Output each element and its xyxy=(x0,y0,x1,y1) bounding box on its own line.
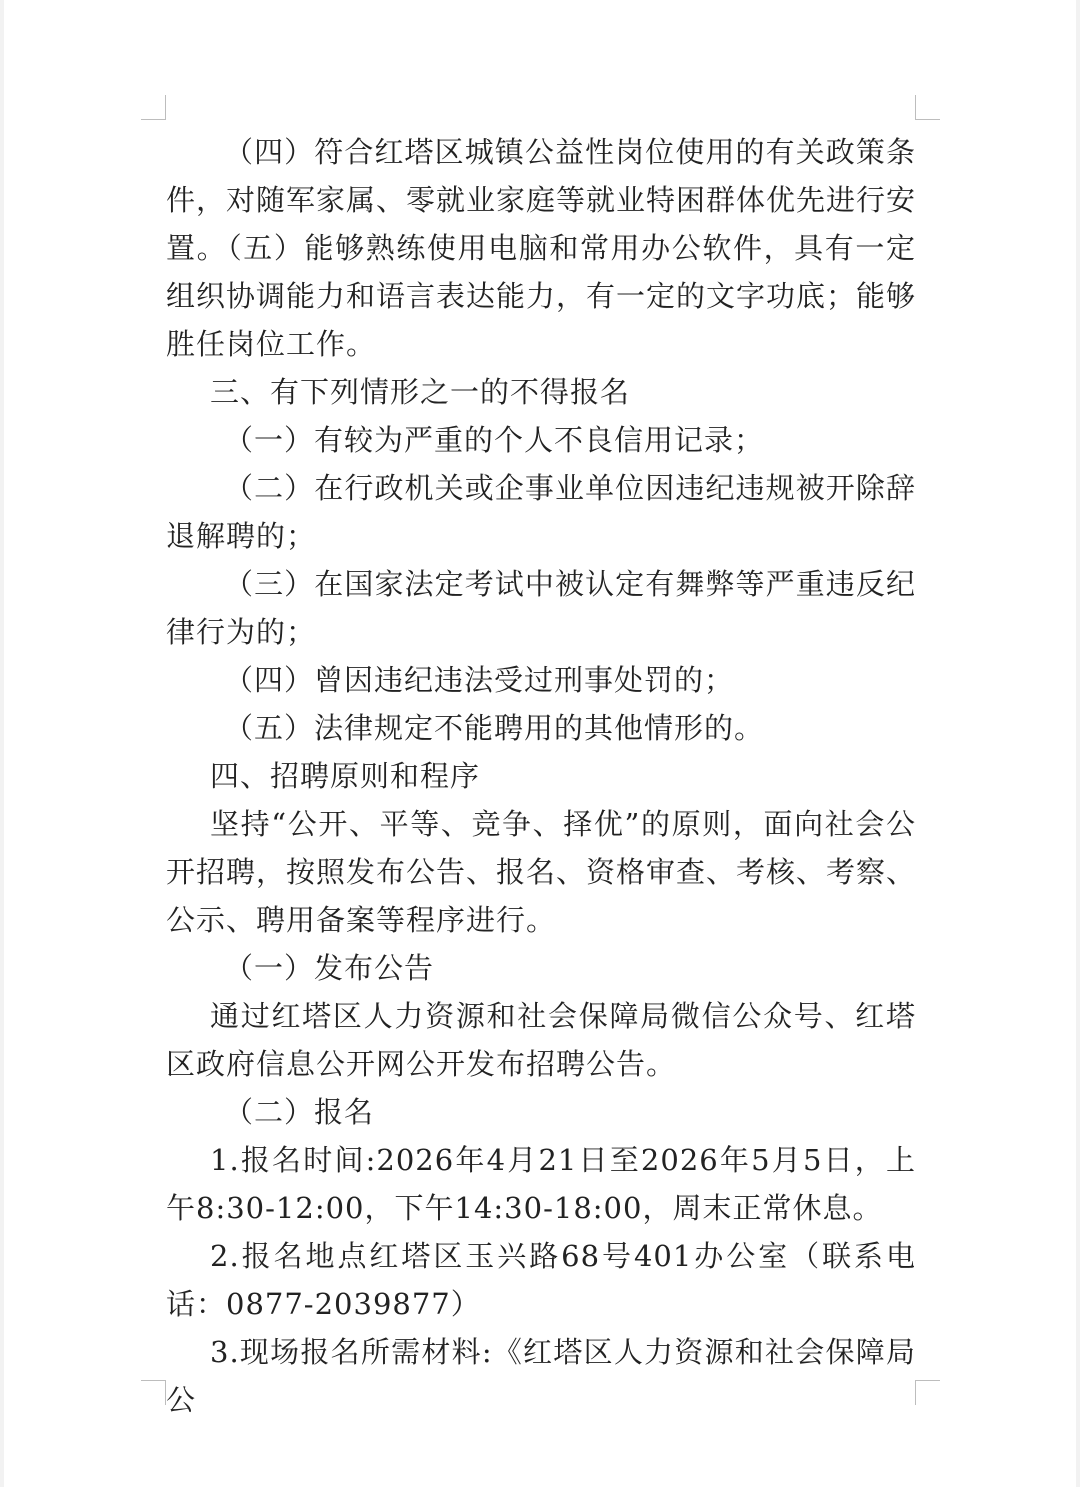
margin-corner-mark-bottom-left xyxy=(141,1380,166,1405)
paragraph-registration-time: 1.报名时间:2026年4月21日至2026年5月5日，上午8:30-12:00，下午14:30-18:00，周末正常休息。 xyxy=(166,1143,916,1225)
paragraph-registration-location: 2.报名地点红塔区玉兴路68号401办公室（联系电话：0877-2039877） xyxy=(166,1239,916,1321)
margin-corner-mark-top-left xyxy=(141,95,166,120)
paragraph-exclusion-2: （二）在行政机关或企事业单位因违纪违规被开除辞退解聘的； xyxy=(166,471,916,553)
paragraph-publish-channels: 通过红塔区人力资源和社会保障局微信公众号、红塔区政府信息公开网公开发布招聘公告。 xyxy=(166,999,916,1081)
subheading-publish-notice: （一）发布公告 xyxy=(224,951,435,985)
paragraph-exclusion-4: （四）曾因违纪违法受过刑事处罚的； xyxy=(224,663,735,697)
page-left-edge xyxy=(0,0,4,1487)
section-heading-4: 四、招聘原则和程序 xyxy=(210,759,481,793)
page-right-edge xyxy=(1076,0,1080,1487)
document-body xyxy=(166,128,916,1424)
paragraph-exclusion-5: （五）法律规定不能聘用的其他情形的。 xyxy=(224,711,765,745)
section-heading-3: 三、有下列情形之一的不得报名 xyxy=(210,375,631,409)
subheading-registration: （二）报名 xyxy=(224,1095,375,1129)
paragraph-registration-materials: 3.现场报名所需材料:《红塔区人力资源和社会保障局公 xyxy=(166,1335,916,1417)
paragraph-exclusion-3: （三）在国家法定考试中被认定有舞弊等严重违反纪律行为的； xyxy=(166,567,916,649)
paragraph-exclusion-1: （一）有较为严重的个人不良信用记录； xyxy=(224,423,765,457)
margin-corner-mark-top-right xyxy=(915,95,940,120)
paragraph-principles: 坚持“公开、平等、竞争、择优”的原则，面向社会公开招聘，按照发布公告、报名、资格审查、考核、考察、公示、聘用备案等程序进行。 xyxy=(166,807,917,937)
margin-corner-mark-bottom-right xyxy=(915,1380,940,1405)
paragraph-condition-4-5: （四）符合红塔区城镇公益性岗位使用的有关政策条件，对随军家属、零就业家庭等就业特困群体优先进行安置。（五）能够熟练使用电脑和常用办公软件，具有一定组织协调能力和语言表达能力，有一定的文字功底；能够胜任岗位工作。 xyxy=(166,135,917,361)
